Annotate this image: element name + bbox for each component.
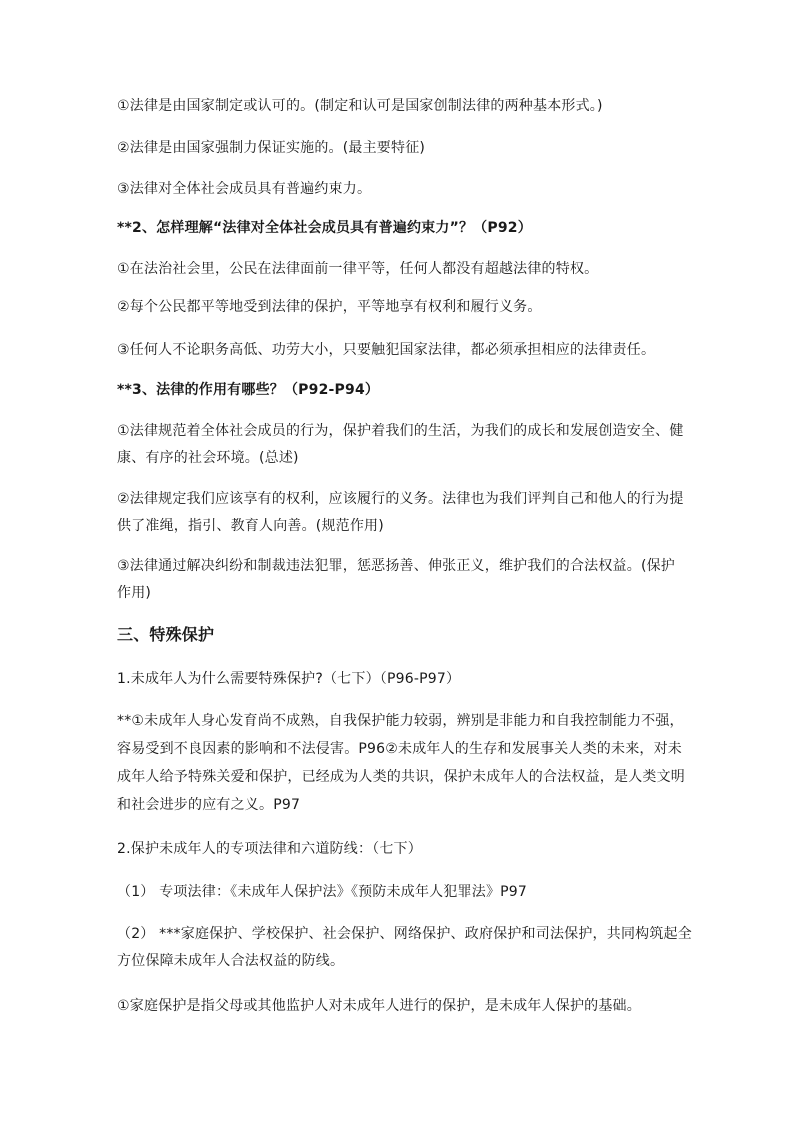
text-line: ①法律是由国家制定或认可的。(制定和认可是国家创制法律的两种基本形式。) xyxy=(117,98,603,114)
text-line: ②法律规定我们应该享有的权利，应该履行的义务。法律也为我们评判自己和他人的行为提 xyxy=(117,491,684,507)
text-line: ③法律通过解决纠纷和制裁违法犯罪，惩恶扬善、伸张正义，维护我们的合法权益。(保护 xyxy=(117,558,676,574)
text-line: （2） ***家庭保护、学校保护、社会保护、网络保护、政府保护和司法保护，共同构筑起全 xyxy=(117,926,692,942)
text-line: ①家庭保护是指父母或其他监护人对未成年人进行的保护，是未成年人保护的基础。 xyxy=(117,998,641,1014)
text-line: ②法律是由国家强制力保证实施的。(最主要特征) xyxy=(117,140,426,156)
text-line: **①未成年人身心发育尚不成熟，自我保护能力较弱，辨别是非能力和自我控制能力不强， xyxy=(117,713,684,729)
text-line: 成年人给予特殊关爱和保护，已经成为人类的共识，保护未成年人的合法权益，是人类文明 xyxy=(117,769,685,785)
question-heading: **3、法律的作用有哪些？（P92-P94） xyxy=(117,382,380,398)
text-line: ②每个公民都平等地受到法律的保护，平等地享有权利和履行义务。 xyxy=(117,299,542,315)
text-line: 方位保障未成年人合法权益的防线。 xyxy=(117,953,345,969)
text-line: ①法律规范着全体社会成员的行为，保护着我们的生活，为我们的成长和发展创造安全、健 xyxy=(117,423,684,439)
text-line: 康、有序的社会环境。(总述) xyxy=(117,450,299,466)
text-line: 和社会进步的应有之义。P97 xyxy=(117,797,301,813)
text-line: 作用) xyxy=(117,585,152,601)
question-heading: 2.保护未成年人的专项法律和六道防线：（七下） xyxy=(117,841,422,857)
text-line: 容易受到不良因素的影响和不法侵害。P96②未成年人的生存和发展事关人类的未来，对未 xyxy=(117,741,683,757)
text-line: （1） 专项法律：《未成年人保护法》《预防未成年人犯罪法》P97 xyxy=(117,884,528,900)
question-heading: 1.未成年人为什么需要特殊保护?（七下）（P96-P97） xyxy=(117,671,461,687)
question-heading: **2、怎样理解“法律对全体社会成员具有普遍约束力”？（P92） xyxy=(117,220,532,236)
text-line: ③法律对全体社会成员具有普遍约束力。 xyxy=(117,181,372,197)
section-heading: 三、特殊保护 xyxy=(117,625,215,644)
text-line: 供了准绳，指引、教育人向善。(规范作用) xyxy=(117,518,384,534)
text-line: ①在法治社会里，公民在法律面前一律平等，任何人都没有超越法律的特权。 xyxy=(117,261,599,277)
text-line: ③任何人不论职务高低、功劳大小，只要触犯国家法律，都必须承担相应的法律责任。 xyxy=(117,342,656,358)
